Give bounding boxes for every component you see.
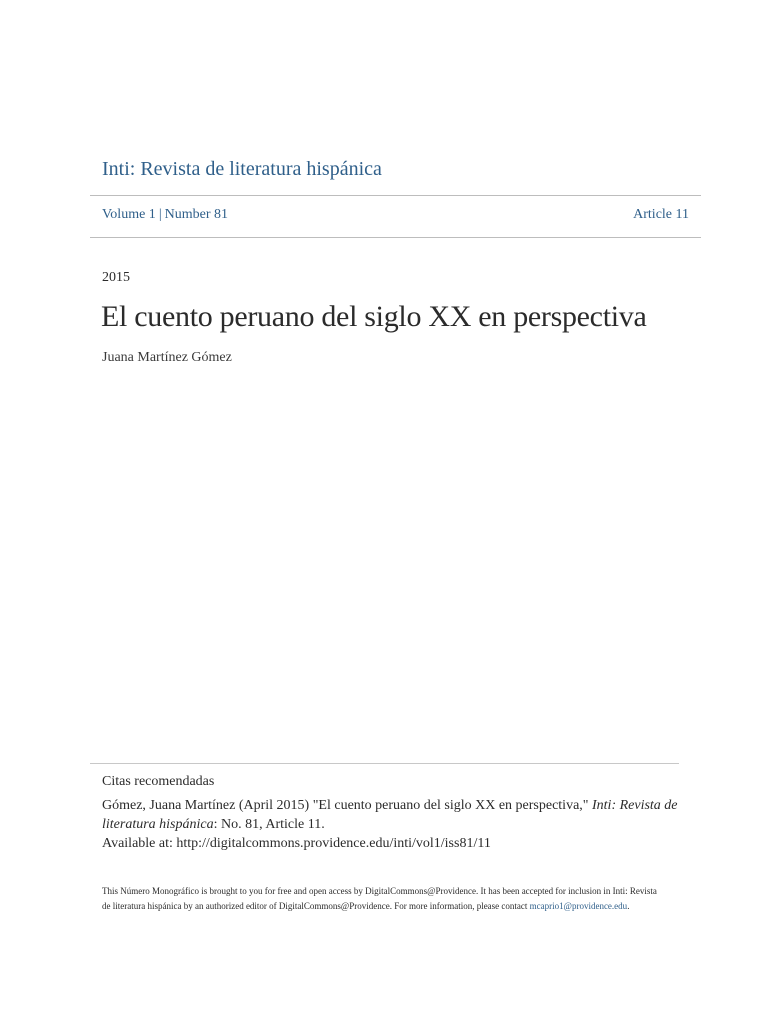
header-top-divider (90, 195, 701, 196)
citation-heading: Citas recomendadas (102, 774, 215, 789)
citation-issue: : No. 81, Article 11. (213, 817, 325, 832)
notice-end: . (627, 901, 630, 911)
publication-year: 2015 (102, 270, 130, 285)
header-bottom-divider (90, 237, 701, 238)
volume-link[interactable]: Volume 1 (102, 207, 156, 222)
journal-title[interactable]: Inti: Revista de literatura hispánica (102, 158, 382, 180)
access-notice (102, 884, 662, 914)
notice-text: This Número Monográfico is brought to you for free and open access by DigitalCommons@Providence. It has been accepted for inclusion in Inti: Revista de literatura hispánica by an authorized editor of DigitalCommons@Providence. For more information, please contact (102, 886, 657, 911)
recommended-citation (102, 796, 682, 853)
citation-journal: Inti: Revista de literatura hispánica (102, 798, 678, 832)
article-title: El cuento peruano del siglo XX en perspectiva (101, 300, 647, 333)
citation-divider (90, 763, 679, 764)
citation-url[interactable]: Available at: http://digitalcommons.providence.edu/inti/vol1/iss81/11 (102, 836, 491, 851)
volume-number-separator: | (158, 207, 162, 222)
number-link[interactable]: Number 81 (164, 207, 229, 222)
contact-email-link[interactable]: mcaprio1@providence.edu (529, 901, 628, 911)
article-link[interactable]: Article 11 (633, 207, 689, 222)
author-name: Juana Martínez Gómez (102, 350, 232, 365)
citation-text: Gómez, Juana Martínez (April 2015) "El cuento peruano del siglo XX en perspectiva," (102, 798, 592, 813)
issue-meta-row (102, 207, 689, 223)
